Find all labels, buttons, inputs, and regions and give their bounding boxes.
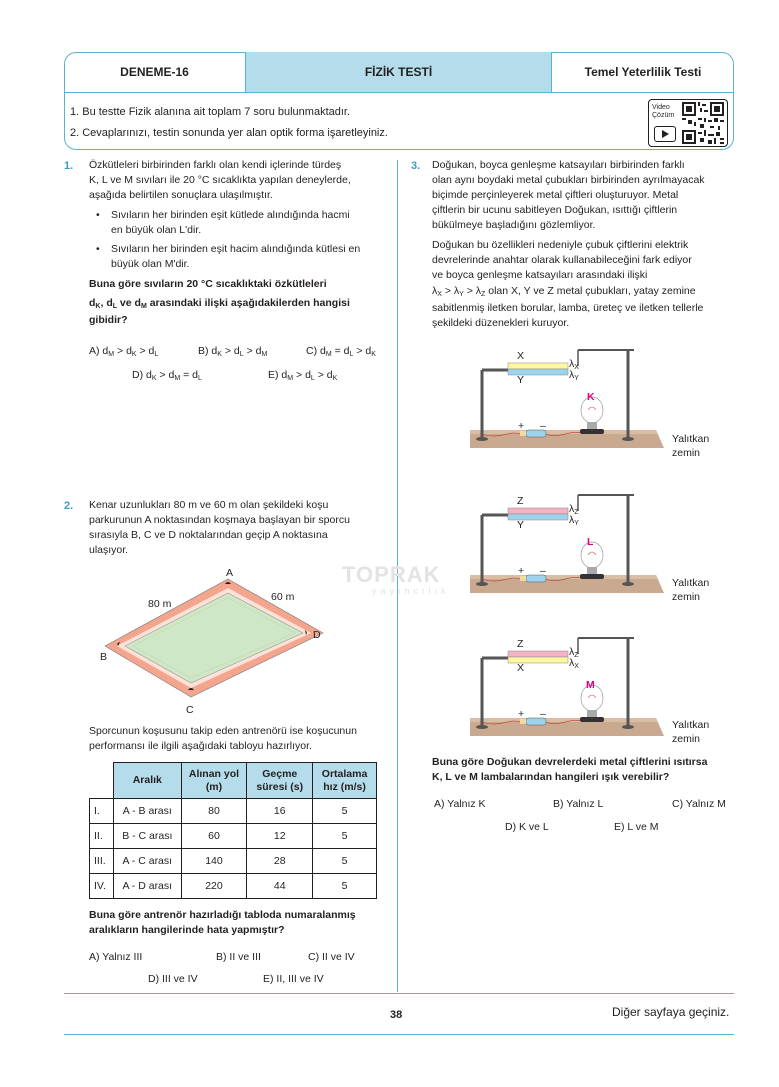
q3-stem-1: Buna göre Doğukan devrelerdeki metal çiftlerini ısıtırsa	[432, 756, 708, 768]
qr-code-icon[interactable]	[682, 102, 724, 144]
header-divider	[64, 92, 734, 93]
q2-option-a[interactable]: A) Yalnız III	[89, 951, 143, 963]
circuit-1-top-rod: X	[517, 350, 525, 362]
q1-bullet-2b: büyük olan M'dir.	[111, 258, 190, 270]
instruction-1: 1. Bu testte Fizik alanına ait toplam 7 soru bulunmaktadır.	[70, 106, 351, 118]
page-number: 38	[390, 1009, 403, 1021]
q1-stem-1: Buna göre sıvıların 20 °C sıcaklıktaki özkütleleri	[89, 278, 327, 290]
ground-label-1b: zemin	[672, 447, 701, 459]
circuit-2-minus: –	[540, 565, 546, 577]
q2-stem-1: Buna göre antrenör hazırladığı tabloda numaralanmış	[89, 909, 356, 921]
next-page-note: Diğer sayfaya geçiniz.	[612, 1005, 730, 1019]
lamp-m-label: M	[586, 679, 595, 691]
label-80m: 80 m	[148, 598, 172, 610]
table-row: III. A - C arası 140 28 5	[90, 849, 377, 874]
header-subject: FİZİK TESTİ	[246, 52, 552, 92]
table-header-row	[90, 763, 377, 799]
table-row: II. B - C arası 60 12 5	[90, 824, 377, 849]
watermark-sub: yayıncılık	[372, 586, 450, 596]
q3-p1-4: çiftlerin bir ucunu sabitleyen Doğukan, ısıttığı çiftlerin	[432, 204, 678, 216]
ground-label-1a: Yalıtkan	[672, 433, 710, 445]
q2-intro-1: Kenar uzunlukları 80 m ve 60 m olan şekildeki koşu	[89, 499, 329, 511]
q2-option-c[interactable]: C) II ve IV	[308, 951, 355, 963]
q2-number: 2.	[64, 500, 74, 512]
q3-option-e[interactable]: E) L ve M	[614, 821, 659, 833]
q2-option-e[interactable]: E) II, III ve IV	[263, 973, 324, 985]
q3-stem-2: K, L ve M lambalarından hangileri ışık verebilir?	[432, 771, 670, 783]
table-header: Geçme süresi (s)	[247, 763, 313, 799]
point-a-label: A	[226, 567, 234, 579]
q1-option-e[interactable]: E) $d_M > d_L > d_K$	[268, 369, 338, 382]
circuit-3-lambda-bottom: $\lambda_X$	[569, 657, 579, 670]
performance-table	[89, 762, 377, 899]
q3-p1-1: Doğukan, boyca genleşme katsayıları birbirinden farklı	[432, 159, 685, 171]
q1-number: 1.	[64, 160, 74, 172]
circuit-1-bottom-rod: Y	[517, 374, 525, 386]
play-icon[interactable]	[654, 126, 676, 142]
q3-p1-5: bükülmeye başladığını gözlemliyor.	[432, 219, 596, 231]
table-header: Aralık	[113, 763, 181, 799]
q3-option-b[interactable]: B) Yalnız L	[553, 798, 604, 810]
q1-option-b[interactable]: B) $d_K > d_L > d_M$	[198, 345, 268, 358]
table-header: Alınan yol (m)	[181, 763, 247, 799]
q1-stem-2: $d_K$, $d_L$ ve $d_M$ arasındaki ilişki aşağıdakilerden hangisi	[89, 297, 350, 310]
q1-intro-3: aşağıda belirtilen sonuçlara ulaşılmıştır.	[89, 189, 273, 201]
circuit-2-lambda-top: $\lambda_Z$	[569, 503, 579, 516]
footer-line-bottom	[64, 1034, 734, 1035]
lamp-l-label: L	[587, 536, 594, 548]
q3-option-a[interactable]: A) Yalnız K	[434, 798, 486, 810]
circuit-3-lambda-top: $\lambda_Z$	[569, 646, 579, 659]
q3-number: 3.	[411, 160, 421, 172]
q1-stem-3: gibidir?	[89, 314, 128, 326]
footer-line-top	[64, 993, 734, 994]
q1-bullet-2a: Sıvıların her birinden eşit hacim alındığında kütlesi en	[111, 243, 361, 255]
q3-p3-2: şekildeki düzenekleri kuruyor.	[432, 317, 570, 329]
q2-option-b[interactable]: B) II ve III	[216, 951, 261, 963]
table-header: Ortalama hız (m/s)	[313, 763, 377, 799]
q1-intro-2: K, L ve M sıvıları ile 20 °C sıcaklıkta yapılan deneylerde,	[89, 174, 351, 186]
circuit-2-top-rod: Z	[517, 495, 524, 507]
circuit-3-top-rod: Z	[517, 638, 524, 650]
q2-intro-2: parkurunun A noktasından koşmaya başlayan bir sporcu	[89, 514, 350, 526]
q3-p2-3: ve boyca genleşme katsayıları arasındaki ilişki	[432, 269, 648, 281]
circuit-3-bottom-rod: X	[517, 662, 525, 674]
q1-option-c[interactable]: C) $d_M = d_L > d_K$	[306, 345, 376, 358]
ground-label-2b: zemin	[672, 591, 701, 603]
q3-p2-1: Doğukan bu özellikleri nedeniyle çubuk çiftlerini elektrik	[432, 239, 689, 251]
header-exam-title: DENEME-16	[64, 52, 246, 92]
point-d-label: D	[313, 629, 321, 641]
q2-stem-2: aralıkların hangilerinde hata yapmıştır?	[89, 924, 285, 936]
video-label: Video	[652, 104, 670, 111]
circuit-3-plus: +	[518, 708, 525, 720]
label-60m: 60 m	[271, 591, 295, 603]
point-b-label: B	[100, 651, 108, 663]
q1-bullet-dot: •	[96, 209, 100, 221]
q1-bullet-1b: en büyük olan L'dir.	[111, 224, 202, 236]
q3-relation: $\lambda_X > \lambda_Y > \lambda_Z$ olan X, Y ve Z metal çubukları, yatay zemine	[432, 285, 696, 298]
table-row: I. A - B arası 80 16 5	[90, 799, 377, 824]
point-c-label: C	[186, 704, 194, 716]
q2-intro-3: sırasıyla B, C ve D noktalarından geçip A noktasına	[89, 529, 328, 541]
circuit-1-plus: +	[518, 420, 525, 432]
q3-p1-3: biçimde perçinleyerek metal çiftleri oluşturuyor. Metal	[432, 189, 679, 201]
circuit-2-lambda-bottom: $\lambda_Y$	[569, 514, 579, 527]
circuit-3-minus: –	[540, 708, 546, 720]
circuit-2-bottom-rod: Y	[517, 519, 525, 531]
q2-option-d[interactable]: D) III ve IV	[148, 973, 198, 985]
circuit-1-lambda-bottom: $\lambda_Y$	[569, 369, 579, 382]
lamp-k-label: K	[587, 391, 595, 403]
running-track-figure	[95, 566, 335, 716]
q2-after-2: performansı ile ilgili aşağıdaki tabloyu hazırlıyor.	[89, 740, 312, 752]
q2-after-1: Sporcunun koşusunu takip eden antrenörü ise koşucunun	[89, 725, 357, 737]
ground-label-2a: Yalıtkan	[672, 577, 710, 589]
q2-intro-4: ulaşıyor.	[89, 544, 129, 556]
watermark-brand: TOPRAK	[342, 562, 441, 587]
solution-label: Çözüm	[652, 112, 675, 119]
q3-p3-1: sabitlenmiş iletken borular, lamba, üreteç ve iletken tellerle	[432, 302, 704, 314]
q1-bullet-dot: •	[96, 243, 100, 255]
circuit-1-minus: –	[540, 420, 546, 432]
q1-option-a[interactable]: A) $d_M > d_K > d_L$	[89, 345, 159, 358]
ground-label-3a: Yalıtkan	[672, 719, 710, 731]
q3-p1-2: olan aynı boydaki metal çubukları birbirinden ayrılmayacak	[432, 174, 705, 186]
q3-option-c[interactable]: C) Yalnız M	[672, 798, 726, 810]
q3-option-d[interactable]: D) K ve L	[505, 821, 549, 833]
circuit-1-lambda-top: $\lambda_X$	[569, 358, 579, 371]
header-test-type: Temel Yeterlilik Testi	[584, 65, 702, 79]
table-row: IV. A - D arası 220 44 5	[90, 874, 377, 899]
q1-bullet-1a: Sıvıların her birinden eşit kütlede alındığında hacmi	[111, 209, 350, 221]
q1-option-d[interactable]: D) $d_K > d_M = d_L$	[132, 369, 202, 382]
ground-label-3b: zemin	[672, 733, 701, 745]
instruction-2: 2. Cevaplarınızı, testin sonunda yer alan optik forma işaretleyiniz.	[70, 127, 388, 139]
q1-intro-1: Özkütleleri birbirinden farklı olan kendi içlerinde türdeş	[89, 159, 342, 171]
circuit-2-plus: +	[518, 565, 525, 577]
q3-p2-2: devrelerinde anahtar olarak kullanabileceğini fark ediyor	[432, 254, 692, 266]
